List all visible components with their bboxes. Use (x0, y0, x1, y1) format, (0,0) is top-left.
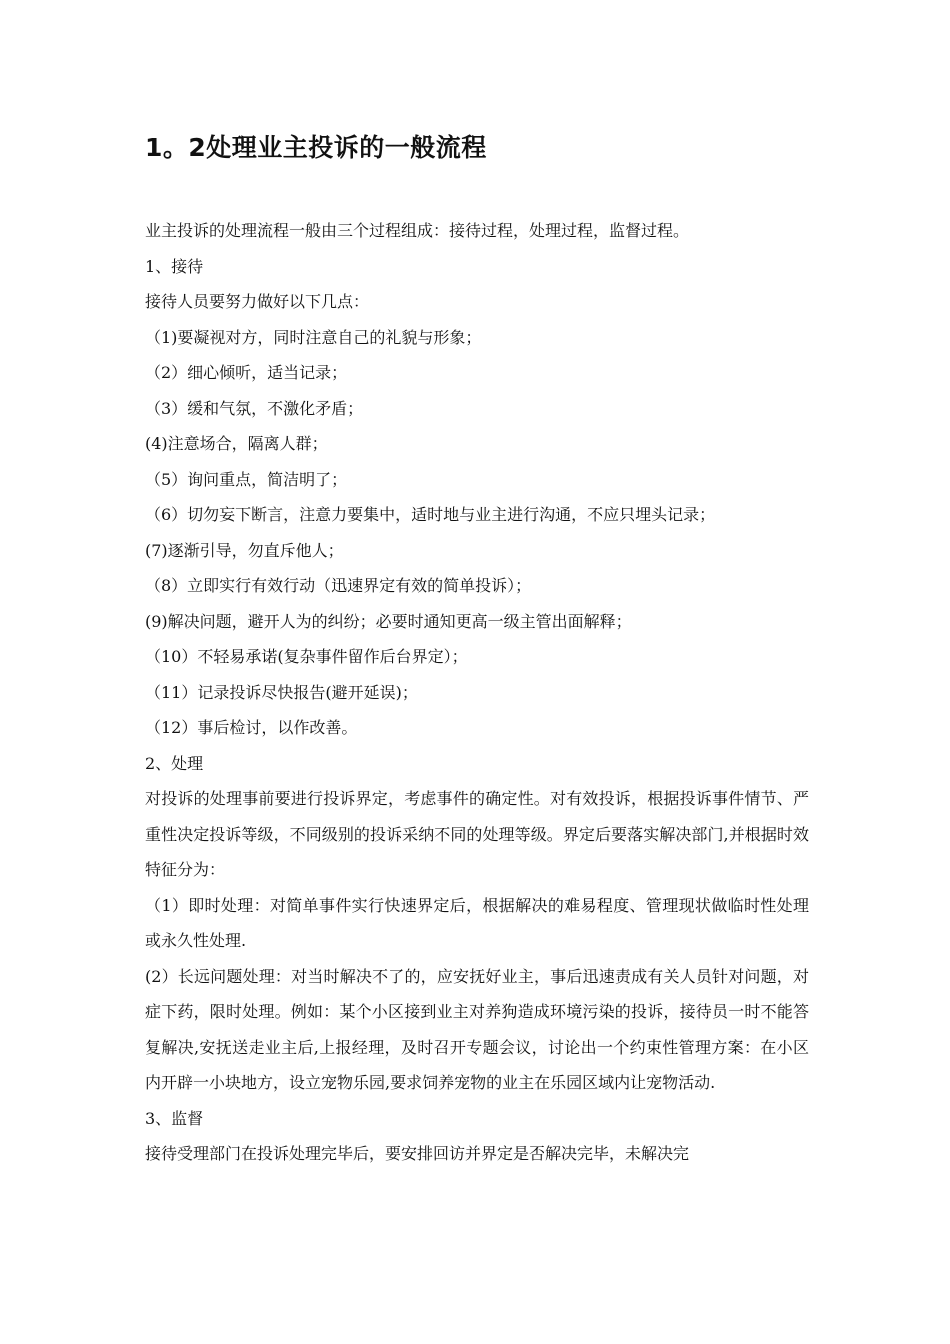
reception-lead: 接待人员要努力做好以下几点： (145, 292, 370, 311)
list-item: （11）记录投诉尽快报告(避开延误)； (145, 682, 418, 702)
section-heading-supervision: 3、监督 (145, 1108, 204, 1128)
list-item: （1)要凝视对方，同时注意自己的礼貌与形象； (145, 327, 482, 347)
list-item: （8）立即实行有效行动（迅速界定有效的简单投诉）； (145, 576, 532, 595)
list-item: (7)逐渐引导，勿直斥他人； (145, 540, 344, 560)
list-item: （6）切勿妄下断言，注意力要集中，适时地与业主进行沟通，不应只埋头记录； (145, 505, 716, 524)
handling-paragraph-1: 对投诉的处理事前要进行投诉界定，考虑事件的确定性。对有效投诉，根据投诉事件情节、严重性决定投诉等级，不同级别的投诉采纳不同的处理等级。界定后要落实解决部门,并根据时效特征分为： (145, 789, 809, 879)
list-item: （5）询问重点，简洁明了； (145, 469, 348, 489)
list-item: （10）不轻易承诺(复杂事件留作后台界定）； (145, 647, 468, 666)
intro-paragraph: 业主投诉的处理流程一般由三个过程组成：接待过程，处理过程，监督过程。 (145, 221, 690, 240)
supervision-paragraph-1: 接待受理部门在投诉处理完毕后，要安排回访并界定是否解决完毕，未解决完 (145, 1144, 690, 1163)
list-item: (4)注意场合，隔离人群； (145, 434, 328, 453)
page-title: 1。2处理业主投诉的一般流程 (145, 133, 487, 162)
handling-paragraph-2: （1）即时处理：对简单事件实行快速界定后，根据解决的难易程度、管理现状做临时性处理或永久性处理. (145, 895, 809, 950)
list-item: (9)解决问题，避开人为的纠纷；必要时通知更高一级主管出面解释； (145, 611, 632, 631)
list-item: （12）事后检讨，以作改善。 (145, 718, 358, 737)
section-heading-handling: 2、处理 (145, 753, 204, 773)
list-item: （2）细心倾听，适当记录； (145, 363, 348, 382)
list-item: （3）缓和气氛，不激化矛盾； (145, 398, 364, 418)
handling-paragraph-3: (2）长远问题处理：对当时解决不了的，应安抚好业主，事后迅速责成有关人员针对问题，对症下药，限时处理。例如：某个小区接到业主对养狗造成环境污染的投诉，接待员一时不能答复解决,安抚送走业主后,上报经理，及时召开专题会议，讨论出一个约束性管理方案：在小区内开辟一小块地方，设立宠物乐园,要求饲养宠物的业主在乐园区域内让宠物活动. (145, 966, 809, 1092)
section-heading-reception: 1、接待 (145, 256, 204, 276)
document-body (145, 213, 815, 1172)
